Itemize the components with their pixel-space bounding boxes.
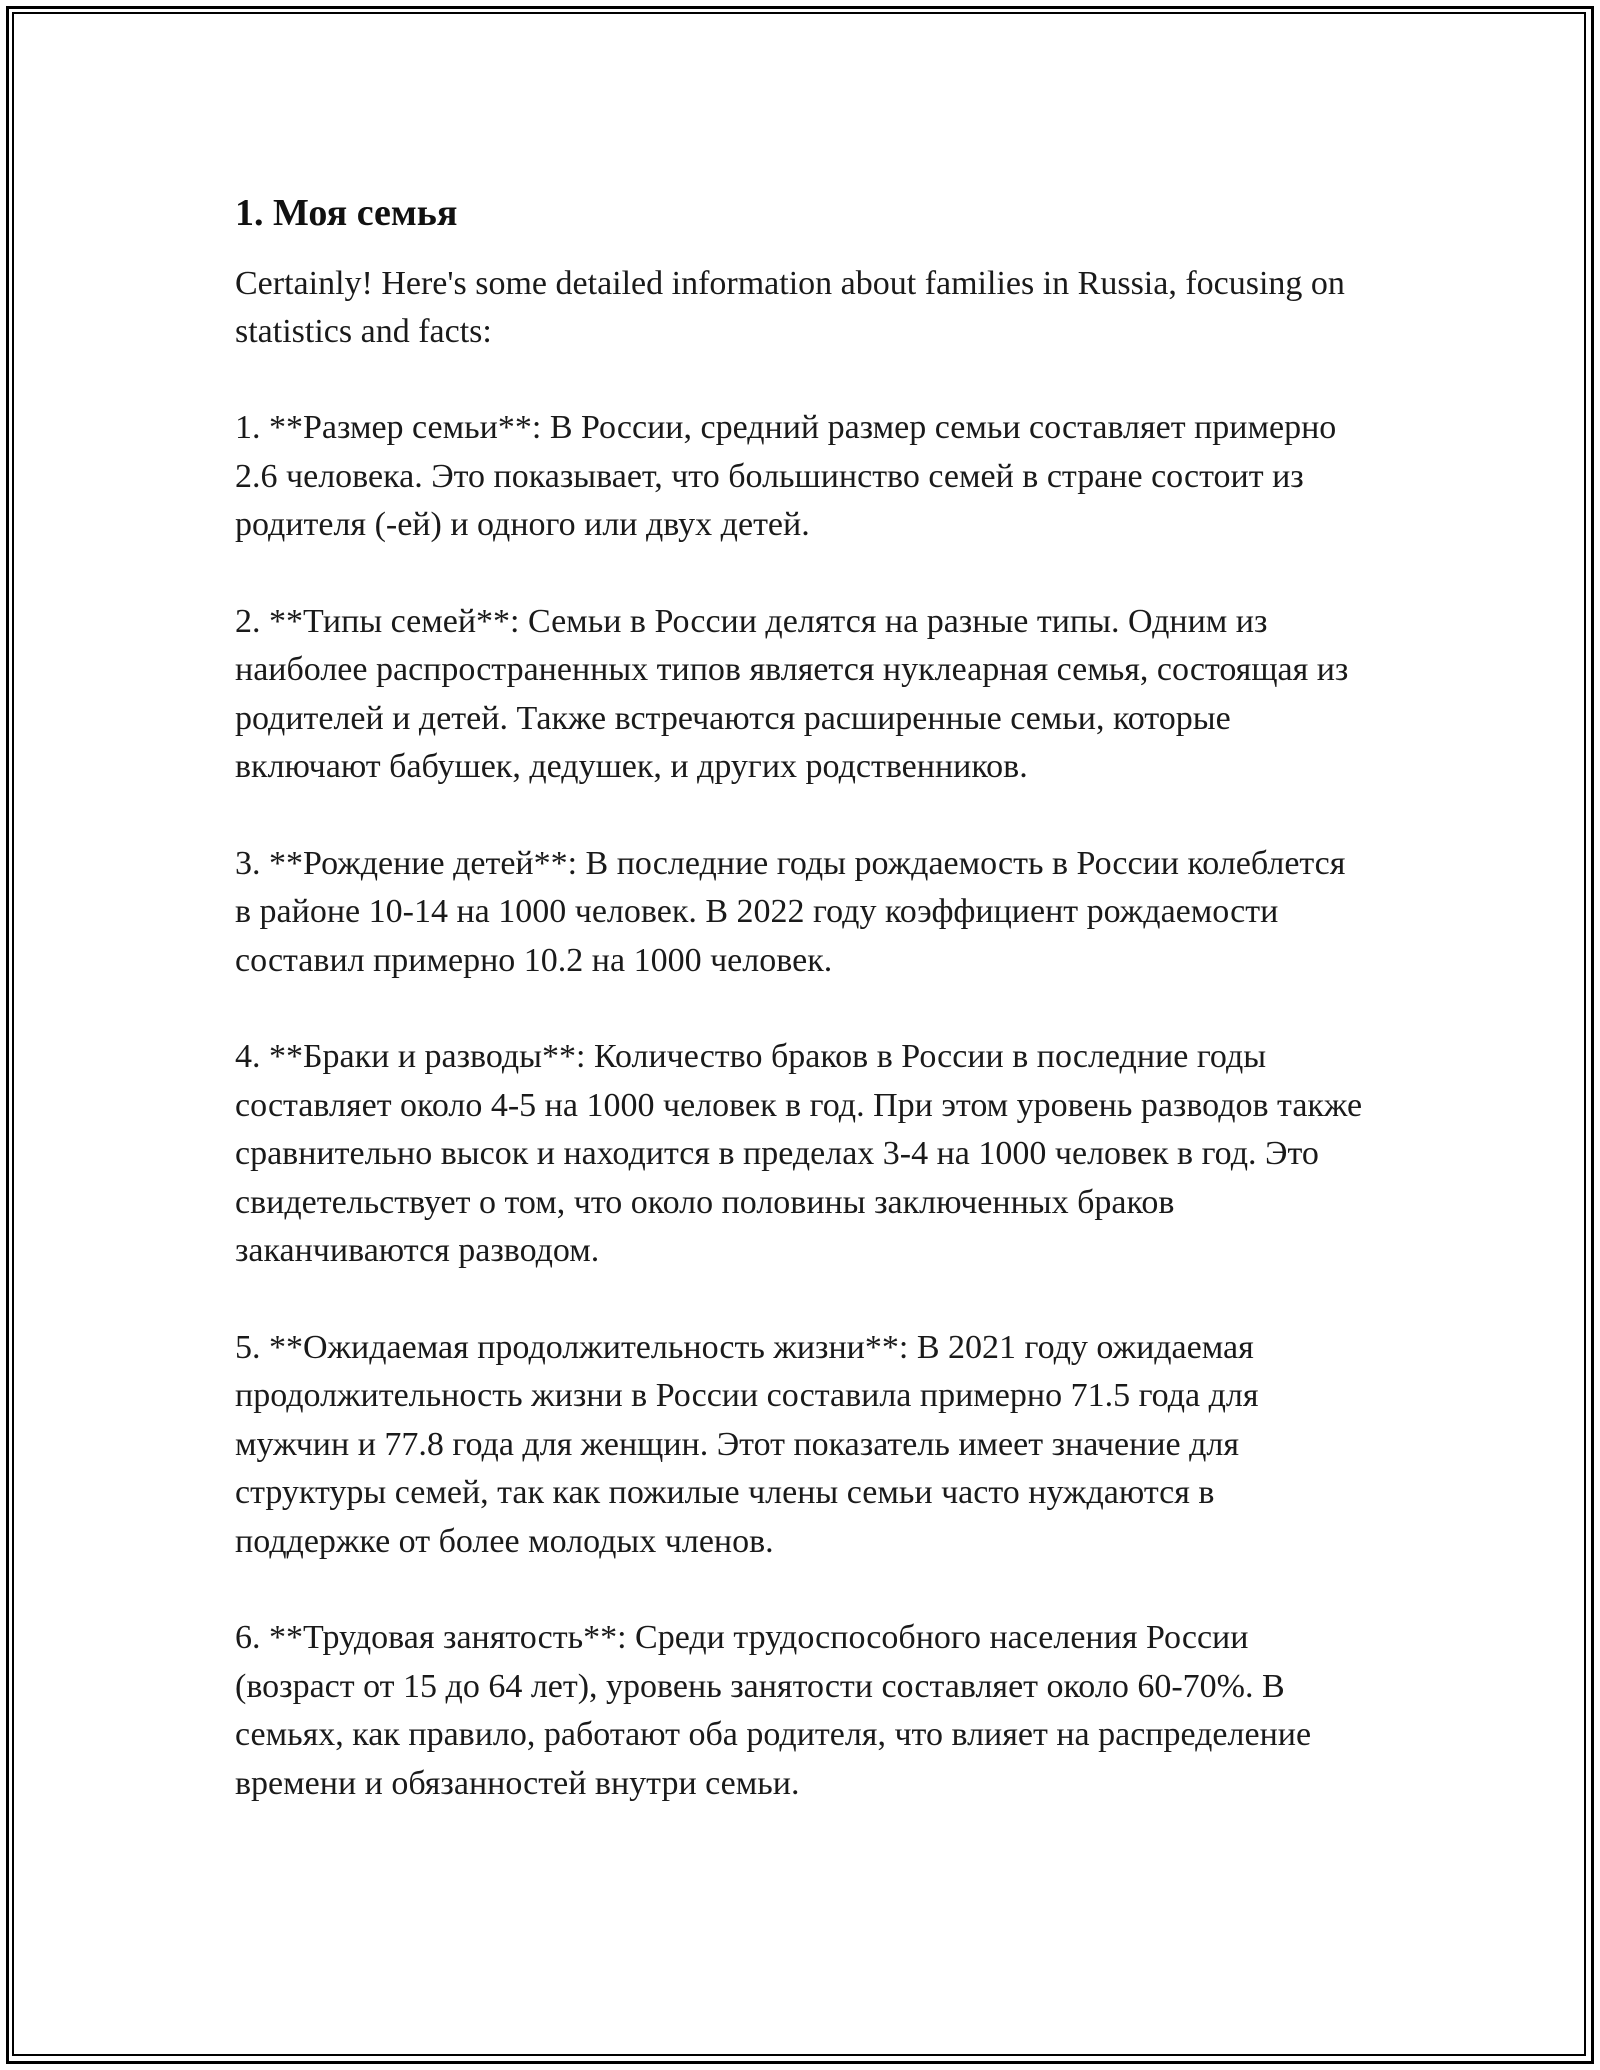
list-item-family-types: 2. **Типы семей**: Семьи в России делятся на разные типы. Одним из наиболее распространенных типов является нуклеарная семья, состоящая из родителей и детей. Также встречаются расширенные семьи, которые включают бабушек, дедушек, и других родственников.: [235, 602, 1349, 785]
list-item-marriages-divorces: 4. **Браки и разводы**: Количество браков в России в последние годы составляет около 4-5 на 1000 человек в год. При этом уровень разводов также сравнительно высок и находится в пределах 3-4 на 1000 человек в год. Это свидетельствует о том, что около половины заключенных браков заканчиваются разводом.: [235, 1038, 1363, 1269]
list-item-life-expectancy: 5. **Ожидаемая продолжительность жизни**: В 2021 году ожидаемая продолжительность жизни в России составила примерно 71.5 года для мужчин и 77.8 года для женщин. Этот показатель имеет значение для структуры семей, так как пожилые члены семьи часто нуждаются в поддержке от более молодых членов.: [235, 1328, 1259, 1560]
intro-paragraph: Certainly! Here's some detailed information about families in Russia, focusing on statistics and facts:: [235, 265, 1345, 350]
list-item-employment: 6. **Трудовая занятость**: Среди трудоспособного населения России (возраст от 15 до 64 лет), уровень занятости составляет около 60-70%. В семьях, как правило, работают оба родителя, что влияет на распределение времени и обязанностей внутри семьи.: [235, 1619, 1312, 1802]
document-body: [235, 186, 1365, 1856]
section-heading: 1. Моя семья: [235, 192, 458, 234]
list-item-family-size: 1. **Размер семьи**: В России, средний размер семьи составляет примерно 2.6 человека. Это показывает, что большинство семей в стране состоит из родителя (-ей) и одного или двух детей.: [235, 409, 1337, 543]
list-item-births: 3. **Рождение детей**: В последние годы рождаемость в России колеблется в районе 10-14 на 1000 человек. В 2022 году коэффициент рождаемости составил примерно 10.2 на 1000 человек.: [235, 844, 1346, 979]
